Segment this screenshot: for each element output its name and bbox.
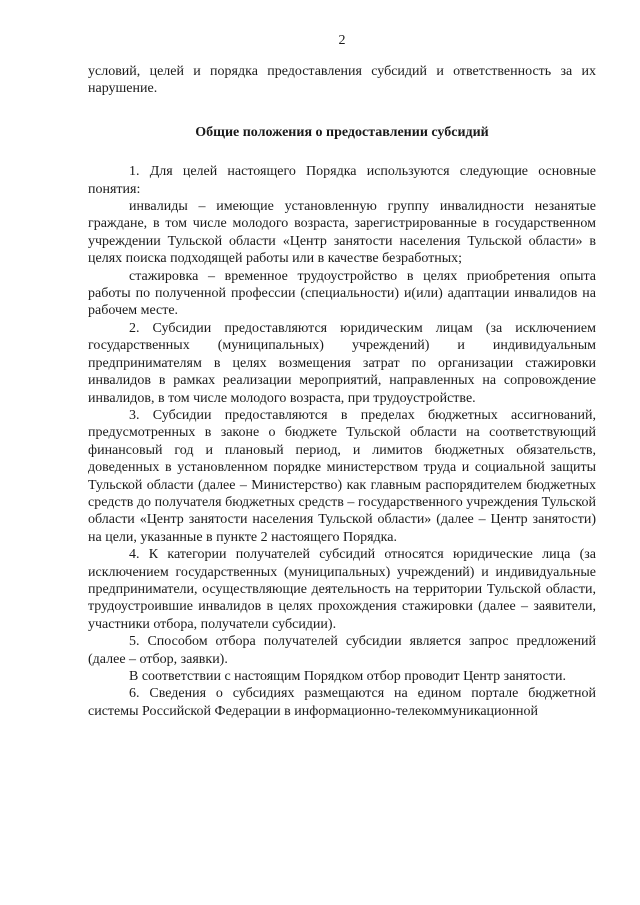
- paragraph-3: 3. Субсидии предоставляются в пределах бюджетных ассигнований, предусмотренных в законе о бюджете Тульской области на соответствующий финансовый год и плановый период, и лимитов бюджетных обязательств, доведенных в установленном порядке министерством труда и социальной защиты Тульской области (далее – Министерство) как главным распорядителем бюджетных средств до получателя бюджетных средств – государственного учреждения Тульской области «Центр занятости населения Тульской области» (далее – Центр занятости) на цели, указанные в пункте 2 настоящего Порядка.: [88, 407, 596, 545]
- paragraph-1: 1. Для целей настоящего Порядка используются следующие основные понятия:: [88, 164, 596, 197]
- paragraph-4: 4. К категории получателей субсидий относятся юридические лица (за исключением государственных (муниципальных) учреждений) и индивидуальные предприниматели, осуществляющие деятельность на территории Тульской области, трудоустроившие инвалидов в целях прохождения стажировки (далее – заявители, участники отбора, получатели субсидии).: [88, 547, 596, 632]
- paragraph-definition-internship: стажировка – временное трудоустройство в целях приобретения опыта работы по полученной профессии (специальности) и(или) адаптации инвалидов на рабочем месте.: [88, 268, 596, 319]
- paragraph-5: 5. Способом отбора получателей субсидии является запрос предложений (далее – отбор, заявки).: [88, 634, 596, 667]
- intro-continuation: условий, целей и порядка предоставления субсидий и ответственность за их нарушение.: [88, 64, 596, 97]
- paragraph-selection-conducted: В соответствии с настоящим Порядком отбор проводит Центр занятости.: [129, 669, 566, 684]
- paragraph-2: 2. Субсидии предоставляются юридическим лицам (за исключением государственных (муниципальных) учреждений) и индивидуальным предпринимателям в целях возмещения затрат по организации стажировки инвалидов в рамках реализации мероприятий, направленных на сопровождение инвалидов, в том числе молодого возраста, при трудоустройстве.: [88, 320, 596, 406]
- document-body: [88, 63, 596, 720]
- paragraph-6: 6. Сведения о субсидиях размещаются на едином портале бюджетной системы Российской Федерации в информационно-телекоммуникационной: [88, 686, 596, 719]
- paragraph-definition-invalids: инвалиды – имеющие установленную группу инвалидности незанятые граждане, в том числе молодого возраста, зарегистрированные в государственном учреждении Тульской области «Центр занятости населения Тульской области» в целях поиска подходящей работы или в качестве безработных;: [88, 199, 596, 267]
- section-heading: Общие положения о предоставлении субсидий: [195, 124, 489, 140]
- page-number: 2: [338, 33, 346, 48]
